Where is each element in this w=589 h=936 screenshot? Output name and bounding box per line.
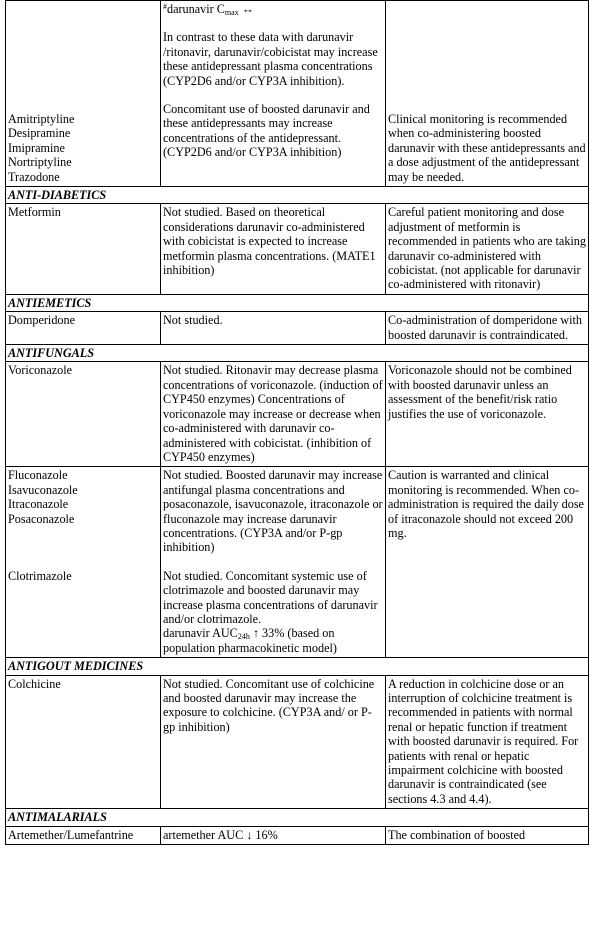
recommendation-text: Caution is warranted and clinical monitoring is recommended. When co-administration is required the daily dose of itraconazole should not exceed 200 mg. <box>388 468 584 540</box>
interaction-text: Not studied. Ritonavir may decrease plasma concentrations of voriconazole. (induction of CYP450 enzymes) Concentrations of voriconazole may increase or decrease when co-administered with darunavir co-administered with cobicistat. (inhibition of CYP450 enzymes) <box>163 363 383 464</box>
drug-names: Amitriptyline Desipramine Imipramine Nortriptyline Trazodone <box>8 111 75 184</box>
drug-names: Artemether/Lumefantrine <box>8 827 134 842</box>
section-header-row <box>6 345 589 362</box>
interaction-text: artemether AUC ↓ 16% <box>163 827 278 842</box>
interaction-text: Concomitant use of boosted darunavir and these antidepressants may increase concentrations of the antidepressant. (CYP2D6 and/or CYP3A inhibition) <box>163 102 370 160</box>
recommendation-text: The combination of boosted <box>388 827 526 842</box>
interaction-text: Not studied. Based on theoretical considerations darunavir co-administered with cobicistat is expected to increase metformin plasma concentrations. (MATE1 inhibition) <box>163 205 376 278</box>
recommendation-cell <box>386 826 589 844</box>
interaction-cell <box>161 362 386 467</box>
recommendation-cell <box>386 312 589 345</box>
table-row-metformin <box>6 204 589 294</box>
section-heading: ANTIMALARIALS <box>6 809 589 826</box>
cmax-note: #darunavir $C_{max}$ ↔ <box>163 2 254 17</box>
interaction-table-page <box>5 0 585 845</box>
table-row-voriconazole <box>6 362 589 467</box>
table-row-colchicine <box>6 675 589 809</box>
drug-names-cell <box>6 362 161 467</box>
interaction-text: Not studied. Concomitant use of colchicine and boosted darunavir may increase the exposure to colchicine. (CYP3A and/ or P-gp inhibition) <box>163 676 375 734</box>
drug-names-cell <box>6 675 161 809</box>
recommendation-text: Clinical monitoring is recommended when co-administering boosted darunavir with these antidepressants and a dose adjustment of the antidepressant may be needed. <box>388 111 586 184</box>
recommendation-cell <box>386 675 589 809</box>
section-header-row <box>6 187 589 204</box>
interaction-cell <box>161 312 386 345</box>
drug-names: Colchicine <box>8 676 61 691</box>
recommendation-cell <box>386 1 589 187</box>
interaction-cell <box>161 826 386 844</box>
table-row-domperidone <box>6 312 589 345</box>
drug-names: Voriconazole <box>8 363 73 378</box>
table-row-antidepressants <box>6 1 589 187</box>
recommendation-cell <box>386 467 589 658</box>
section-heading: ANTIFUNGALS <box>6 345 589 362</box>
drug-names-cell <box>6 467 161 658</box>
drug-names: Fluconazole Isavuconazole Itraconazole Posaconazole <box>8 468 78 526</box>
table-row-artemether <box>6 826 589 844</box>
drug-names-cell <box>6 826 161 844</box>
auc-note: darunavir $AUC_{24h}$ ↑ 33% (based on population pharmacokinetic model) <box>163 626 337 655</box>
interaction-text: In contrast to these data with darunavir /ritonavir, darunavir/cobicistat may increase these antidepressant plasma concentrations (CYP2D6 and/or CYP3A inhibition). <box>163 30 378 88</box>
interaction-cell <box>161 204 386 294</box>
interaction-text: Not studied. Boosted darunavir may increase antifungal plasma concentrations and posaconazole, isavuconazole, itraconazole or fluconazole may increase darunavir concentrations. (CYP3A and/or P-gp inhibition) <box>163 468 383 555</box>
recommendation-text: Careful patient monitoring and dose adjustment of metformin is recommended in patients who are taking darunavir co-administered with cobicistat. (not applicable for darunavir co-administered with ritonavir) <box>388 205 586 292</box>
section-heading: ANTIGOUT MEDICINES <box>6 658 589 675</box>
drug-names-cell <box>6 204 161 294</box>
drug-interaction-table <box>5 0 589 845</box>
drug-names: Metformin <box>8 205 61 220</box>
drug-names: Domperidone <box>8 313 76 328</box>
recommendation-cell <box>386 204 589 294</box>
recommendation-text: A reduction in colchicine dose or an interruption of colchicine treatment is recommended in patients with normal renal or hepatic function if treatment with boosted darunavir is required. For patients with renal or hepatic impairment colchicine with boosted darunavir is contraindicated (see sections 4.3 and 4.4). <box>388 676 579 806</box>
table-row-azoles <box>6 467 589 658</box>
section-header-row <box>6 809 589 826</box>
drug-names-cell <box>6 1 161 187</box>
recommendation-cell <box>386 362 589 467</box>
interaction-cell <box>161 1 386 187</box>
interaction-cell <box>161 675 386 809</box>
drug-names-cell <box>6 312 161 345</box>
drug-names: Clotrimazole <box>8 568 72 583</box>
section-heading: ANTIEMETICS <box>6 294 589 311</box>
recommendation-text: Co-administration of domperidone with boosted darunavir is contraindicated. <box>388 313 582 342</box>
interaction-text: Not studied. <box>163 313 223 328</box>
interaction-text: Not studied. Concomitant systemic use of clotrimazole and boosted darunavir may increase plasma concentrations of darunavir and/or clotrimazole. <box>163 568 378 626</box>
recommendation-text: Voriconazole should not be combined with boosted darunavir unless an assessment of the benefit/risk ratio justifies the use of voriconazole. <box>388 363 572 421</box>
section-header-row <box>6 294 589 311</box>
section-heading: ANTI-DIABETICS <box>6 187 589 204</box>
interaction-cell <box>161 467 386 658</box>
section-header-row <box>6 658 589 675</box>
